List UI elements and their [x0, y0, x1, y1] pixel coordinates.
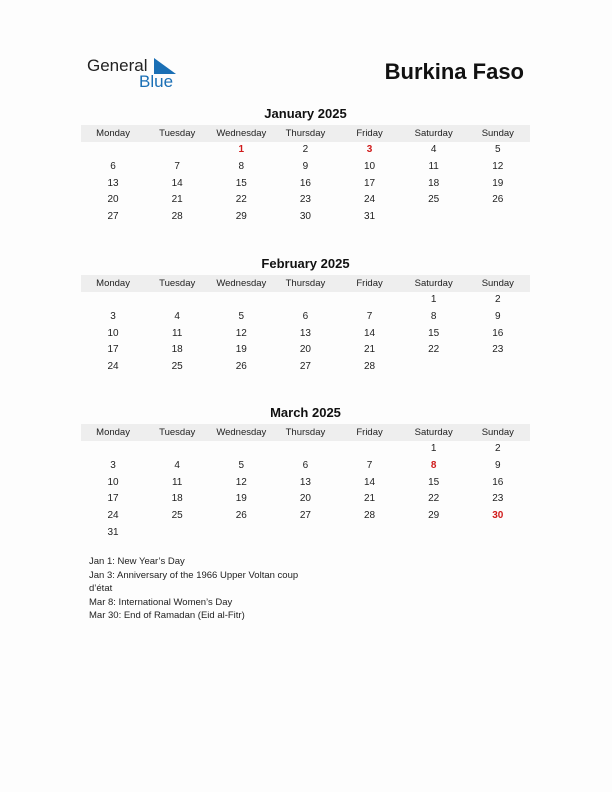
day-cell: 24: [107, 361, 119, 373]
weekday-label: Sunday: [481, 128, 514, 139]
day-cell: 6: [110, 160, 116, 172]
empty-day-cell: [145, 441, 209, 458]
week-row: [81, 525, 530, 542]
day-cell: 3: [110, 310, 116, 322]
empty-day-cell: [273, 292, 337, 309]
month-title: March 2025: [270, 405, 341, 420]
holiday-day-cell: 30: [492, 510, 504, 522]
week-row: [81, 192, 530, 209]
empty-day-cell: [209, 525, 273, 542]
day-cell: 9: [302, 160, 309, 172]
week-row: [81, 441, 530, 458]
weekday-label: Tuesday: [159, 278, 196, 289]
weekday-label: Tuesday: [159, 128, 196, 139]
day-cell: 21: [171, 194, 183, 206]
week-row: [81, 359, 530, 376]
week-row: [81, 326, 530, 343]
day-cell: 20: [299, 344, 311, 356]
day-cell: 5: [238, 310, 245, 322]
day-cell: 11: [171, 476, 183, 488]
day-cell: 22: [428, 344, 440, 356]
day-cell: 12: [235, 476, 247, 488]
day-cell: 14: [364, 476, 376, 488]
day-cell: 29: [428, 510, 440, 522]
day-cell: 25: [428, 194, 440, 206]
weekday-label: Thursday: [285, 278, 326, 289]
empty-day-cell: [338, 292, 402, 309]
day-cell: 20: [299, 493, 311, 505]
day-cell: 10: [364, 160, 376, 172]
holiday-note: Mar 8: International Women’s Day: [89, 596, 233, 608]
weekday-label: Wednesday: [216, 128, 267, 139]
day-cell: 24: [107, 510, 119, 522]
weekday-header-row: [81, 275, 530, 292]
day-cell: 1: [430, 294, 437, 305]
day-cell: 9: [495, 310, 501, 322]
generalblue-logo: [87, 56, 187, 92]
day-cell: 26: [492, 194, 504, 206]
day-cell: 1: [430, 443, 437, 454]
day-cell: 7: [174, 160, 180, 172]
day-cell: 8: [430, 310, 437, 322]
day-cell: 4: [430, 144, 437, 155]
week-row: [81, 142, 530, 159]
week-row: [81, 309, 530, 326]
weekday-header-row: [81, 424, 530, 441]
day-cell: 11: [171, 327, 183, 339]
month-february: [81, 256, 530, 376]
day-cell: 31: [364, 211, 376, 223]
day-cell: 4: [174, 459, 180, 471]
holiday-note: Jan 1: New Year’s Day: [89, 556, 185, 567]
day-cell: 10: [107, 476, 119, 488]
weekday-label: Wednesday: [216, 278, 267, 289]
weekday-label: Thursday: [285, 427, 326, 438]
day-cell: 2: [495, 294, 501, 305]
day-cell: 12: [235, 327, 247, 339]
day-cell: 19: [235, 493, 247, 505]
day-cell: 3: [110, 459, 116, 471]
day-cell: 7: [366, 459, 373, 471]
holiday-note: d’état: [89, 583, 113, 595]
day-cell: 31: [107, 526, 119, 538]
day-cell: 8: [238, 160, 245, 172]
day-cell: 15: [428, 476, 440, 488]
day-cell: 25: [171, 361, 183, 373]
weekday-label: Tuesday: [159, 427, 196, 438]
day-cell: 2: [495, 443, 501, 454]
day-cell: 18: [171, 344, 183, 356]
day-cell: 15: [235, 177, 247, 189]
day-cell: 15: [428, 327, 440, 339]
empty-day-cell: [466, 359, 530, 376]
day-cell: 18: [171, 493, 183, 505]
empty-day-cell: [145, 292, 209, 309]
weekday-label: Sunday: [481, 278, 514, 289]
week-row: [81, 475, 530, 492]
week-row: [81, 508, 530, 525]
weekday-label: Monday: [96, 278, 130, 289]
empty-day-cell: [338, 525, 402, 542]
empty-day-cell: [338, 441, 402, 458]
week-row: [81, 458, 530, 475]
day-cell: 12: [492, 160, 504, 172]
empty-day-cell: [81, 292, 145, 309]
day-cell: 13: [107, 177, 119, 189]
weekday-label: Friday: [356, 278, 383, 289]
day-cell: 19: [492, 177, 504, 189]
month-title: January 2025: [264, 106, 347, 121]
month-january: [81, 106, 530, 226]
day-cell: 13: [299, 327, 311, 339]
day-cell: 24: [364, 194, 376, 206]
empty-day-cell: [273, 525, 337, 542]
day-cell: 11: [428, 160, 439, 172]
day-cell: 26: [235, 510, 247, 522]
week-row: [81, 292, 530, 309]
empty-day-cell: [145, 142, 209, 159]
empty-day-cell: [402, 209, 466, 226]
day-cell: 19: [235, 344, 247, 356]
day-cell: 22: [428, 493, 440, 505]
week-row: [81, 176, 530, 193]
weekday-label: Saturday: [414, 278, 453, 289]
day-cell: 14: [364, 327, 376, 339]
weekday-label: Saturday: [414, 427, 453, 438]
day-cell: 25: [171, 510, 183, 522]
empty-day-cell: [402, 525, 466, 542]
day-cell: 27: [299, 510, 311, 522]
day-cell: 28: [171, 211, 183, 223]
empty-day-cell: [81, 142, 145, 159]
empty-day-cell: [81, 441, 145, 458]
day-cell: 21: [364, 493, 376, 505]
day-cell: 23: [299, 194, 311, 206]
holiday-day-cell: 1: [238, 144, 245, 155]
week-row: [81, 159, 530, 176]
holiday-day-cell: 8: [430, 459, 437, 471]
empty-day-cell: [466, 209, 530, 226]
day-cell: 27: [299, 361, 311, 373]
empty-day-cell: [145, 525, 209, 542]
country-title: Burkina Faso: [384, 59, 524, 84]
day-cell: 16: [299, 177, 311, 189]
day-cell: 2: [302, 144, 309, 155]
day-cell: 16: [492, 327, 504, 339]
day-cell: 28: [364, 510, 376, 522]
day-cell: 17: [107, 344, 119, 356]
month-march: [81, 405, 530, 542]
holiday-notes: [89, 555, 298, 623]
weekday-header-row: [81, 125, 530, 142]
day-cell: 23: [492, 493, 504, 505]
month-title: February 2025: [261, 256, 350, 271]
weekday-label: Monday: [96, 128, 130, 139]
empty-day-cell: [209, 441, 273, 458]
empty-day-cell: [402, 359, 466, 376]
day-cell: 27: [107, 211, 119, 223]
logo-text-general: General: [87, 56, 148, 75]
day-cell: 17: [107, 493, 119, 505]
day-cell: 16: [492, 476, 504, 488]
weekday-label: Saturday: [414, 128, 453, 139]
day-cell: 13: [299, 476, 311, 488]
day-cell: 26: [235, 361, 247, 373]
day-cell: 21: [364, 344, 376, 356]
weekday-label: Friday: [356, 427, 383, 438]
week-row: [81, 491, 530, 508]
day-cell: 5: [495, 144, 501, 155]
week-row: [81, 342, 530, 359]
holiday-day-cell: 3: [366, 144, 373, 155]
weekday-label: Monday: [96, 427, 130, 438]
day-cell: 18: [428, 177, 440, 189]
week-row: [81, 209, 530, 226]
holiday-note: Jan 3: Anniversary of the 1966 Upper Voltan coup: [89, 569, 299, 581]
day-cell: 29: [235, 211, 247, 223]
day-cell: 28: [364, 361, 376, 373]
day-cell: 22: [235, 194, 247, 206]
day-cell: 4: [174, 310, 180, 322]
day-cell: 6: [302, 459, 309, 471]
weekday-label: Sunday: [481, 427, 514, 438]
weekday-label: Thursday: [285, 128, 326, 139]
day-cell: 10: [107, 327, 119, 339]
logo-text-blue: Blue: [139, 72, 174, 91]
day-cell: 23: [492, 344, 504, 356]
day-cell: 7: [366, 310, 373, 322]
day-cell: 6: [302, 310, 309, 322]
day-cell: 14: [171, 177, 183, 189]
empty-day-cell: [466, 525, 530, 542]
weekday-label: Wednesday: [216, 427, 267, 438]
day-cell: 30: [299, 211, 311, 223]
day-cell: 5: [238, 459, 245, 471]
empty-day-cell: [273, 441, 337, 458]
day-cell: 9: [495, 459, 501, 471]
weekday-label: Friday: [356, 128, 383, 139]
empty-day-cell: [209, 292, 273, 309]
holiday-note: Mar 30: End of Ramadan (Eid al-Fitr): [89, 610, 245, 622]
day-cell: 17: [364, 177, 376, 189]
day-cell: 20: [107, 194, 119, 206]
